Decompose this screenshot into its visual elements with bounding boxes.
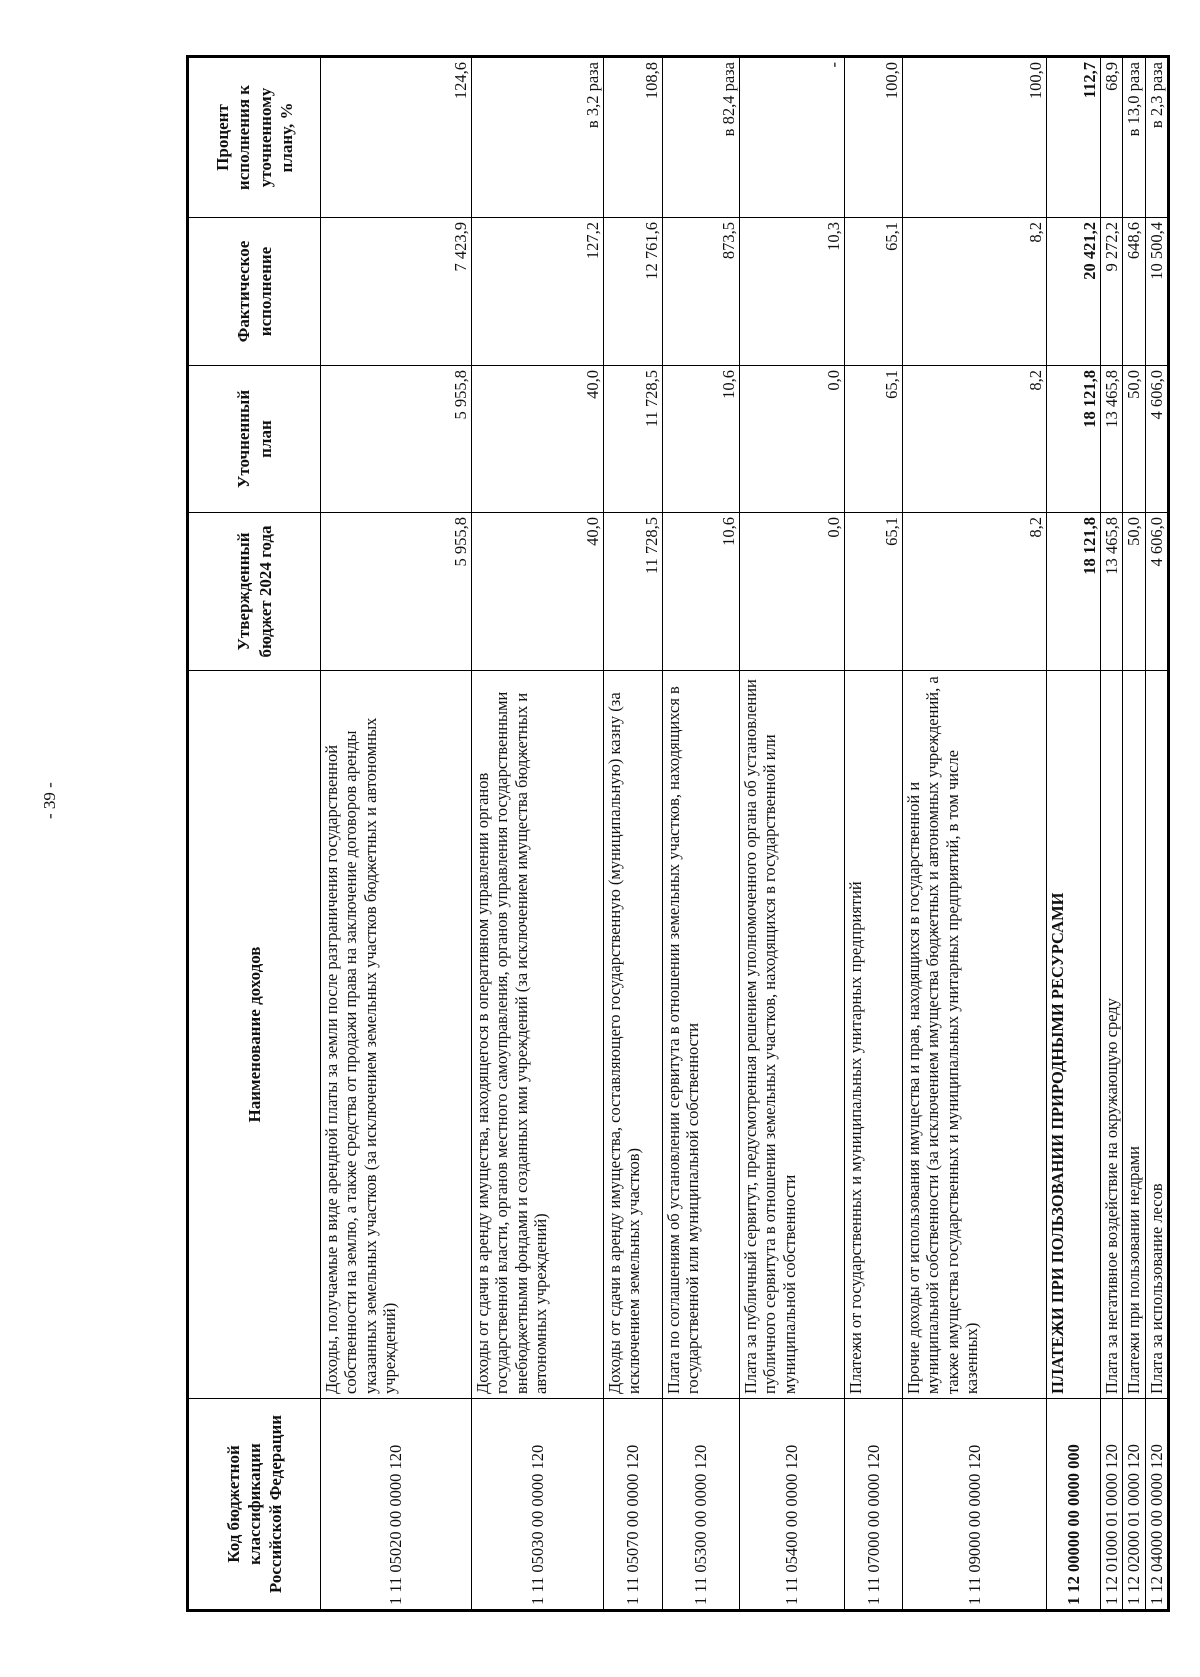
- row-percent: в 13,0 раза: [1123, 57, 1145, 218]
- column-header-actual: Фактическое исполнение: [188, 218, 321, 366]
- row-percent: в 82,4 раза: [663, 57, 740, 218]
- row-name: Доходы от сдачи в аренду имущества, находящегося в оперативном управлении органов государственной власти, органов местного самоуправления, органов управления государственными внебюджетными фондами и созданных ими учреждений (за исключением имущества бюджетных и автономных учреждений): [472, 671, 604, 1399]
- column-header-budget: Утвержденный бюджет 2024 года: [188, 513, 321, 671]
- table-row: [321, 57, 472, 1611]
- row-code: 1 11 05400 00 0000 120: [740, 1399, 845, 1611]
- row-name: Плата за публичный сервитут, предусмотренная решением уполномоченного органа об установлении публичного сервитута в отношении земельных участков, находящихся в государственной или муниципальной собственности: [740, 671, 845, 1399]
- row-budget: 18 121,8: [1047, 513, 1101, 671]
- row-plan: 8,2: [903, 366, 1047, 513]
- table-row: [604, 57, 663, 1611]
- table-row: [1123, 57, 1145, 1611]
- row-name: Плата по соглашениям об установлении сервитута в отношении земельных участков, находящихся в государственной или муниципальной собственности: [663, 671, 740, 1399]
- row-budget: 13 465,8: [1101, 513, 1123, 671]
- row-code: 1 12 02000 01 0000 120: [1123, 1399, 1145, 1611]
- row-actual: 648,6: [1123, 218, 1145, 366]
- row-actual: 9 272,2: [1101, 218, 1123, 366]
- column-header-plan: Уточненный план: [188, 366, 321, 513]
- row-name: Доходы от сдачи в аренду имущества, составляющего государственную (муниципальную) казну (за исключением земельных участков): [604, 671, 663, 1399]
- row-code: 1 12 00000 00 0000 000: [1047, 1399, 1101, 1611]
- row-code: 1 11 05020 00 0000 120: [321, 1399, 472, 1611]
- row-name: ПЛАТЕЖИ ПРИ ПОЛЬЗОВАНИИ ПРИРОДНЫМИ РЕСУРСАМИ: [1047, 671, 1101, 1399]
- table-row: [1145, 57, 1168, 1611]
- row-plan: 5 955,8: [321, 366, 472, 513]
- row-percent: 68,9: [1101, 57, 1123, 218]
- row-budget: 4 606,0: [1145, 513, 1168, 671]
- column-header-name: Наименование доходов: [188, 671, 321, 1399]
- row-percent: -: [740, 57, 845, 218]
- row-actual: 10,3: [740, 218, 845, 366]
- row-percent: 100,0: [903, 57, 1047, 218]
- row-percent: 100,0: [845, 57, 903, 218]
- row-name: Плата за негативное воздействие на окружающую среду: [1101, 671, 1123, 1399]
- table-header-row: [188, 57, 321, 1611]
- row-code: 1 12 01000 01 0000 120: [1101, 1399, 1123, 1611]
- table-row: [903, 57, 1047, 1611]
- row-plan: 40,0: [472, 366, 604, 513]
- table-row: [472, 57, 604, 1611]
- row-percent: 124,6: [321, 57, 472, 218]
- row-code: 1 12 04000 00 0000 120: [1145, 1399, 1168, 1611]
- row-percent: 108,8: [604, 57, 663, 218]
- row-actual: 20 421,2: [1047, 218, 1101, 366]
- row-actual: 65,1: [845, 218, 903, 366]
- row-plan: 11 728,5: [604, 366, 663, 513]
- row-budget: 8,2: [903, 513, 1047, 671]
- row-percent: в 3,2 раза: [472, 57, 604, 218]
- row-plan: 50,0: [1123, 366, 1145, 513]
- row-plan: 4 606,0: [1145, 366, 1168, 513]
- row-code: 1 11 07000 00 0000 120: [845, 1399, 903, 1611]
- row-actual: 10 500,4: [1145, 218, 1168, 366]
- table-row: [740, 57, 845, 1611]
- column-header-percent: Процент исполнения к уточненному плану, %: [188, 57, 321, 218]
- row-budget: 40,0: [472, 513, 604, 671]
- row-code: 1 11 05070 00 0000 120: [604, 1399, 663, 1611]
- row-name: Платежи при пользовании недрами: [1123, 671, 1145, 1399]
- row-percent: 112,7: [1047, 57, 1101, 218]
- table-row: [663, 57, 740, 1611]
- row-code: 1 11 05300 00 0000 120: [663, 1399, 740, 1611]
- table-row: [1101, 57, 1123, 1611]
- row-plan: 0,0: [740, 366, 845, 513]
- row-budget: 11 728,5: [604, 513, 663, 671]
- table-row: [1047, 57, 1101, 1611]
- row-percent: в 2,3 раза: [1145, 57, 1168, 218]
- column-header-code: Код бюджетной классификации Российской Федерации: [188, 1399, 321, 1611]
- row-name: Платежи от государственных и муниципальных унитарных предприятий: [845, 671, 903, 1399]
- row-plan: 10,6: [663, 366, 740, 513]
- row-code: 1 11 09000 00 0000 120: [903, 1399, 1047, 1611]
- row-budget: 10,6: [663, 513, 740, 671]
- row-actual: 7 423,9: [321, 218, 472, 366]
- row-actual: 8,2: [903, 218, 1047, 366]
- row-plan: 65,1: [845, 366, 903, 513]
- row-plan: 13 465,8: [1101, 366, 1123, 513]
- page-number: - 39 -: [40, 782, 59, 819]
- revenue-table: [186, 55, 1170, 1612]
- row-budget: 50,0: [1123, 513, 1145, 671]
- row-name: Плата за использование лесов: [1145, 671, 1168, 1399]
- row-plan: 18 121,8: [1047, 366, 1101, 513]
- row-budget: 5 955,8: [321, 513, 472, 671]
- row-code: 1 11 05030 00 0000 120: [472, 1399, 604, 1611]
- row-actual: 127,2: [472, 218, 604, 366]
- row-actual: 873,5: [663, 218, 740, 366]
- row-budget: 0,0: [740, 513, 845, 671]
- row-actual: 12 761,6: [604, 218, 663, 366]
- row-name: Доходы, получаемые в виде арендной платы за земли после разграничения государственной собственности на землю, а также средства от продажи права на заключение договоров аренды указанных земельных участков (за исключением земельных участков бюджетных и автономных учреждений): [321, 671, 472, 1399]
- table-row: [845, 57, 903, 1611]
- row-name: Прочие доходы от использования имущества и прав, находящихся в государственной и муниципальной собственности (за исключением имущества бюджетных и автономных учреждений, а также имущества государственных и муниципальных унитарных предприятий, в том числе казенных): [903, 671, 1047, 1399]
- row-budget: 65,1: [845, 513, 903, 671]
- rotated-table-container: [186, 58, 1166, 1612]
